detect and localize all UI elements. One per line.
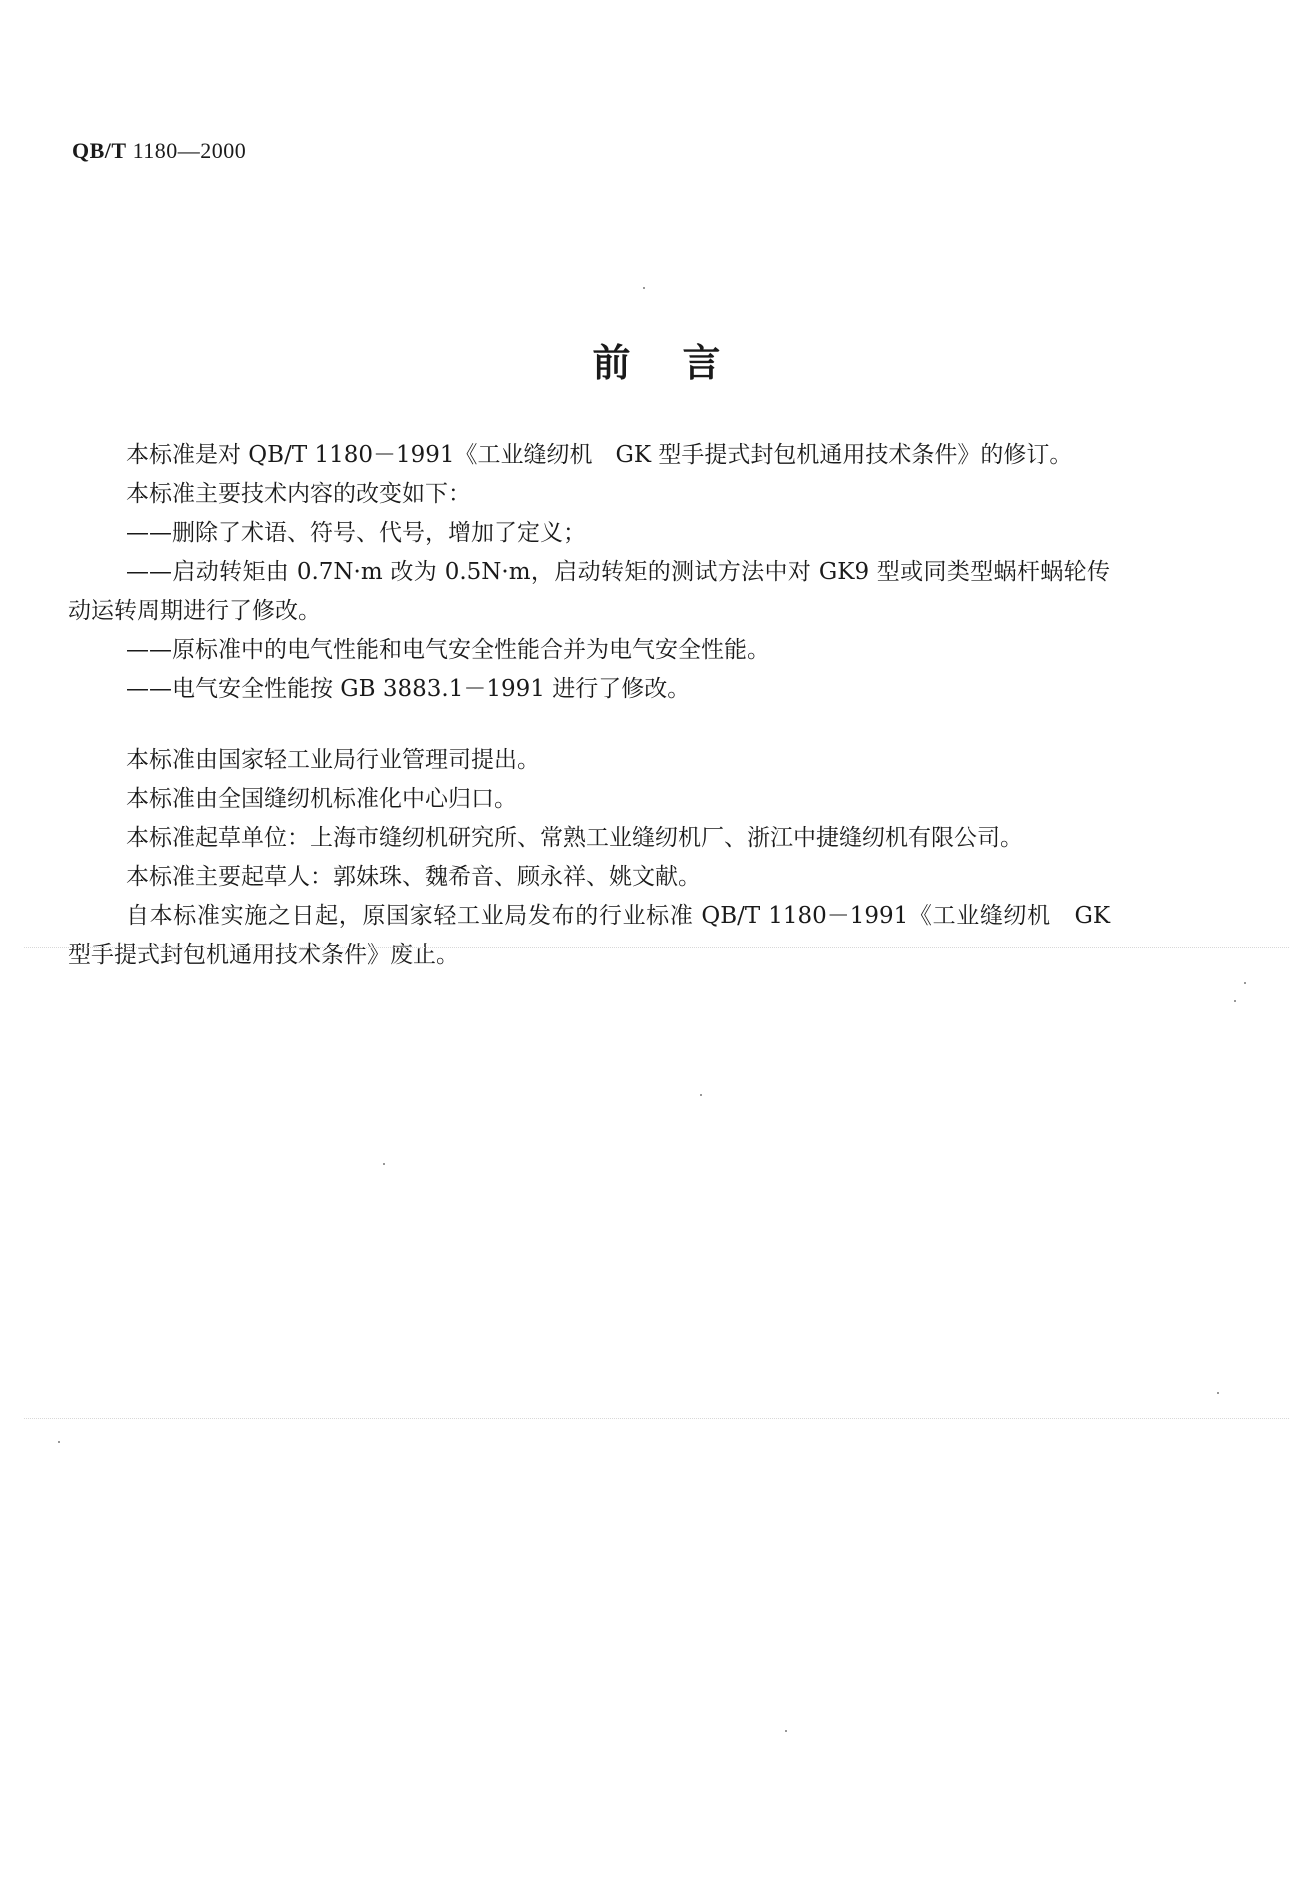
- scan-artifact-line: [24, 947, 1289, 948]
- page-title: 前言: [592, 341, 773, 385]
- standard-prefix: QB/T: [72, 138, 127, 163]
- scan-speck: [643, 287, 645, 289]
- paragraph-changes-intro: 本标准主要技术内容的改变如下：: [126, 481, 471, 507]
- paragraph-centralized-by: 本标准由全国缝纫机标准化中心归口。: [126, 786, 517, 812]
- paragraph-supersedes: 自本标准实施之日起，原国家轻工业局发布的行业标准 QB/T 1180－1991《工业缝纫机 GK 型手提式封包机通用技术条件》废止。: [68, 903, 1110, 968]
- change-item-starting-torque: ——启动转矩由 0.7N·m 改为 0.5N·m，启动转矩的测试方法中对 GK9 型或同类型蜗杆蜗轮传动运转周期进行了修改。: [68, 559, 1110, 624]
- scan-artifact-line: [24, 1418, 1289, 1419]
- scan-speck: [58, 1441, 60, 1443]
- scan-speck: [1244, 982, 1246, 984]
- change-item-definitions: ——删除了术语、符号、代号，增加了定义；: [126, 520, 586, 546]
- scan-speck: [700, 1094, 702, 1096]
- paragraph-proposer: 本标准由国家轻工业局行业管理司提出。: [126, 747, 540, 773]
- scan-speck: [785, 1730, 787, 1732]
- change-item-electrical-safety: ——电气安全性能按 GB 3883.1－1991 进行了修改。: [126, 676, 691, 702]
- standard-number-header: [72, 138, 246, 164]
- paragraph-drafting-units: 本标准起草单位：上海市缝纫机研究所、常熟工业缝纫机厂、浙江中捷缝纫机有限公司。: [126, 825, 1023, 851]
- scan-speck: [383, 1163, 385, 1165]
- standard-number: 1180—2000: [132, 138, 247, 163]
- paragraph-drafters: 本标准主要起草人：郭妹珠、魏希音、顾永祥、姚文献。: [126, 864, 701, 890]
- scan-speck: [1217, 1392, 1219, 1394]
- paragraph-gap: [68, 709, 1110, 741]
- paragraph-revision-note: 本标准是对 QB/T 1180－1991《工业缝纫机 GK 型手提式封包机通用技术条件》的修订。: [126, 442, 1073, 468]
- foreword-body: [68, 436, 1110, 975]
- scan-speck: [1234, 1000, 1236, 1002]
- change-item-electrical-merge: ——原标准中的电气性能和电气安全性能合并为电气安全性能。: [126, 637, 770, 663]
